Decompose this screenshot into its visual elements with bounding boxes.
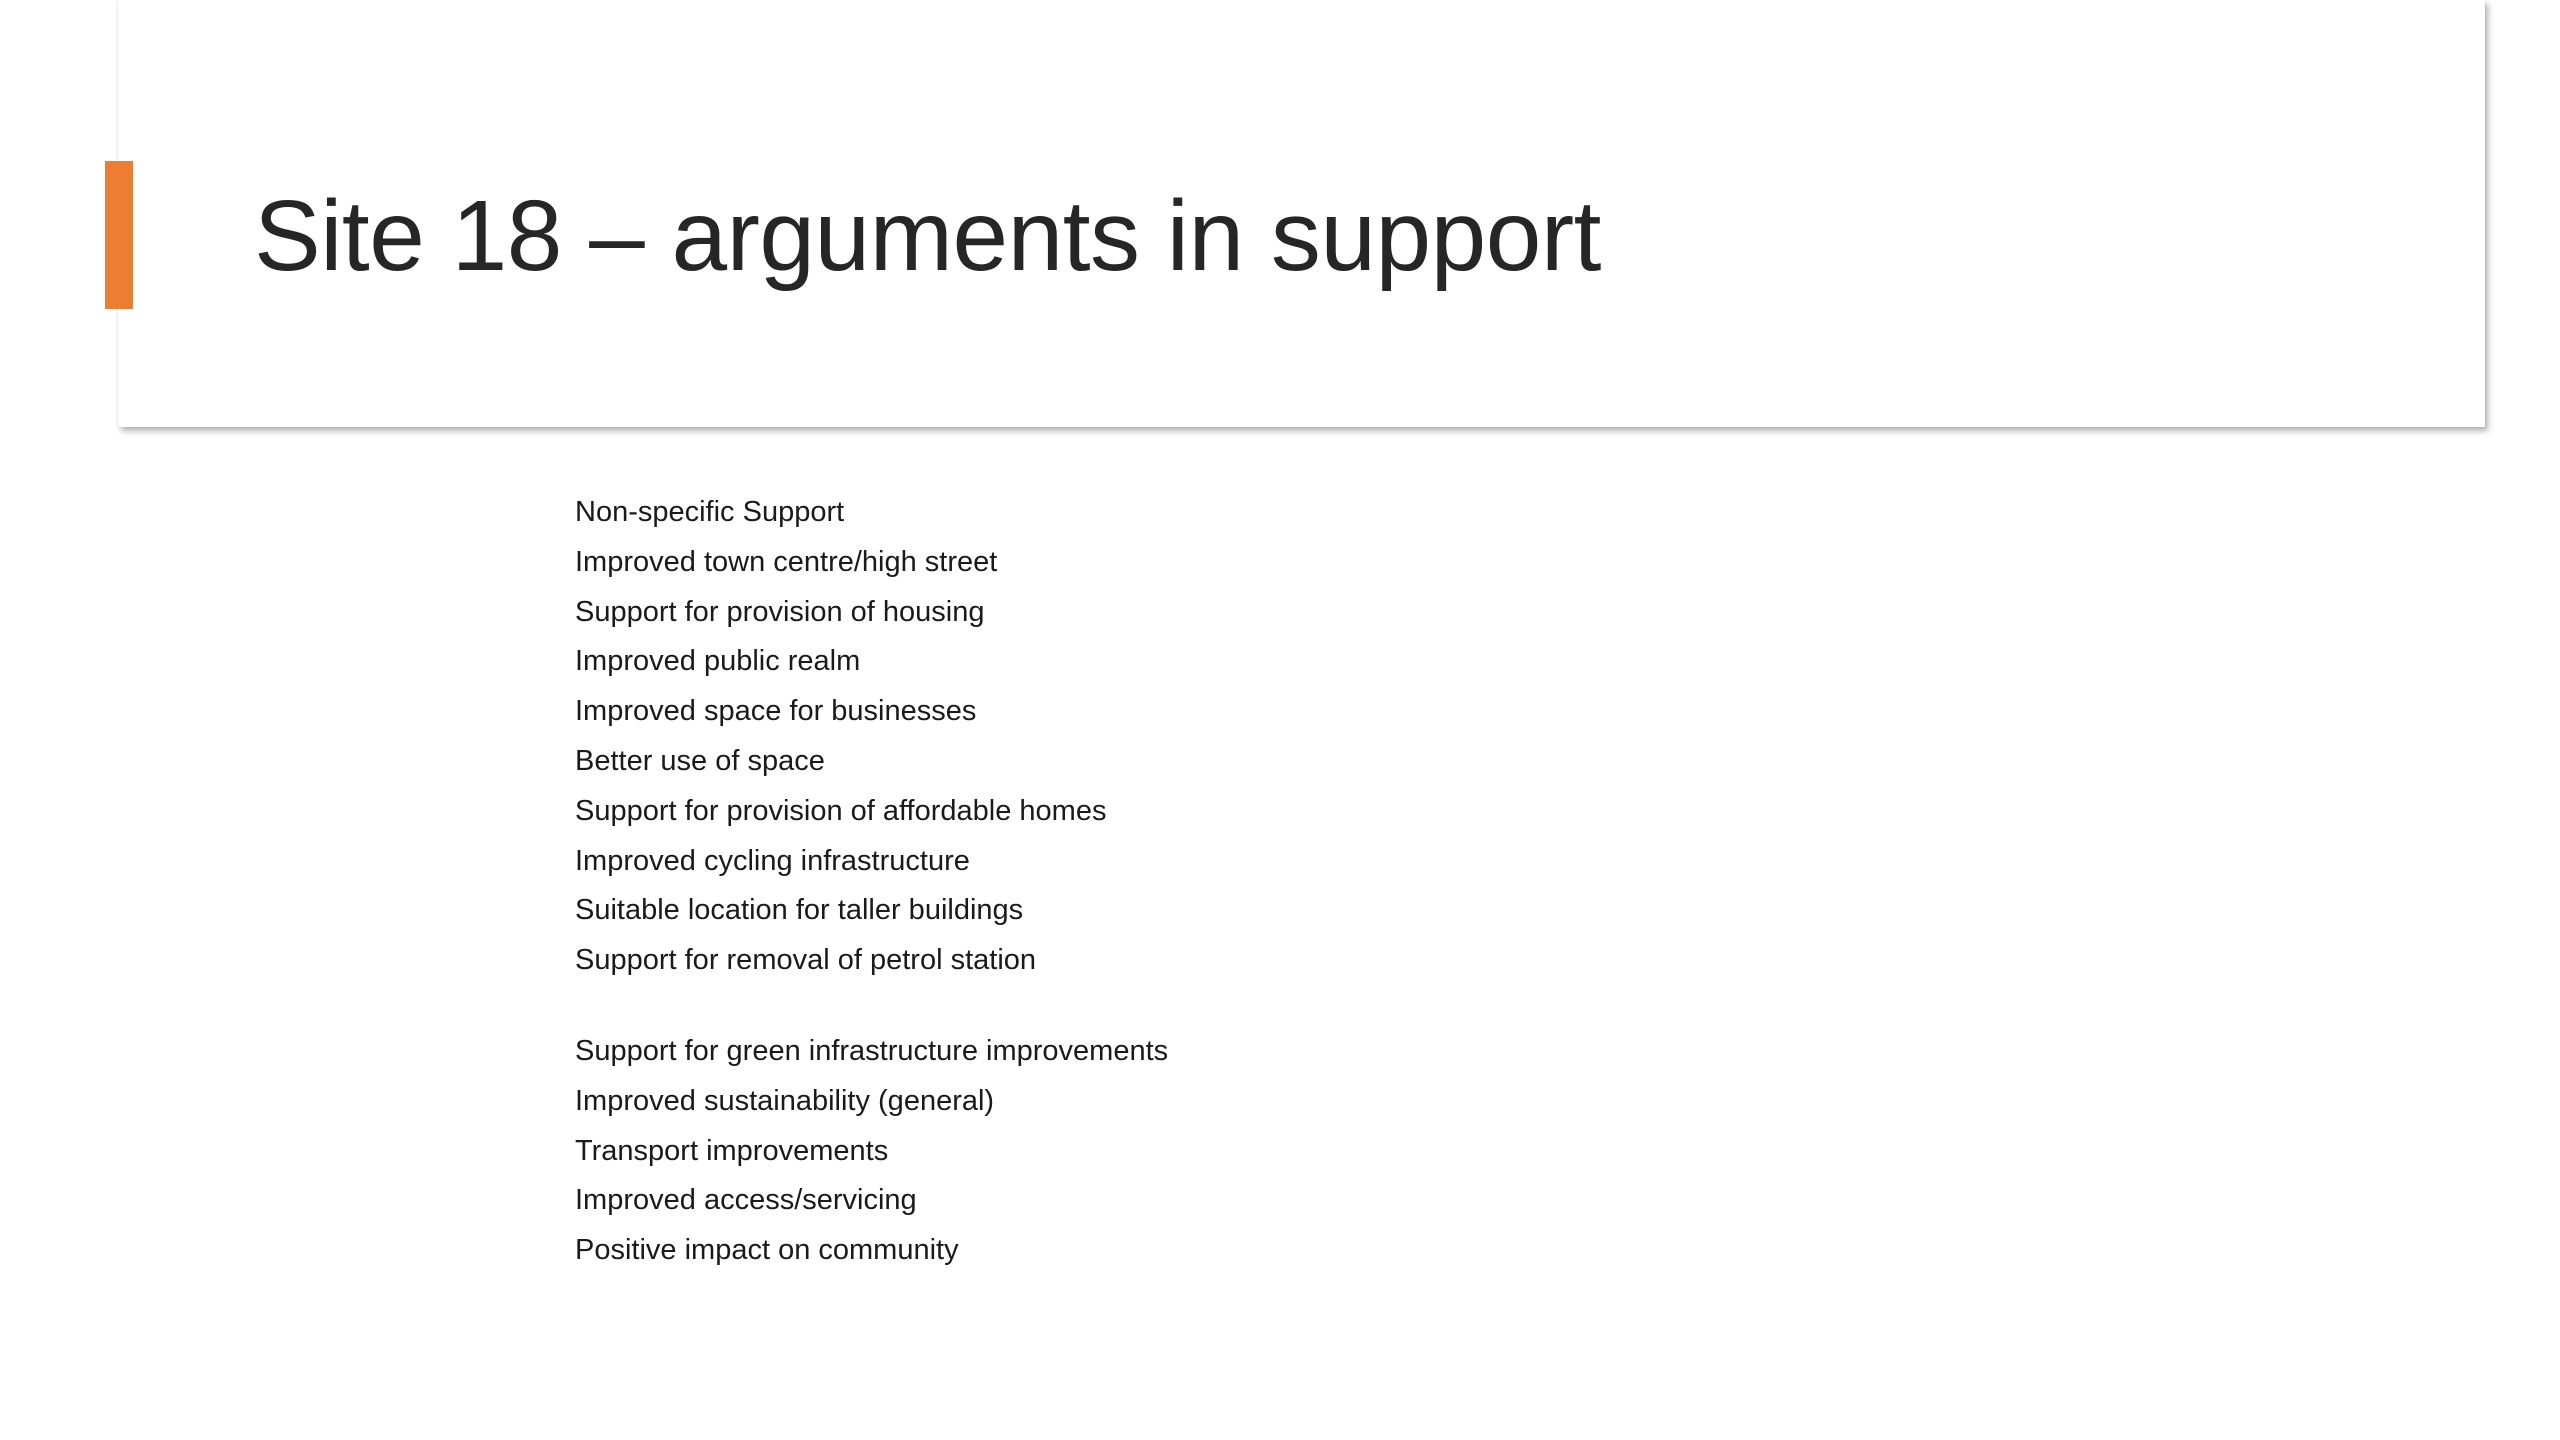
list-item: Improved space for businesses: [575, 695, 977, 728]
list-item: Transport improvements: [575, 1134, 889, 1167]
list-item: Improved access/servicing: [575, 1184, 917, 1217]
list-item: Improved cycling infrastructure: [575, 844, 970, 877]
list-item: Non-specific Support: [575, 496, 845, 528]
list-item: Positive impact on community: [575, 1234, 959, 1267]
list-item: Improved public realm: [575, 645, 861, 678]
list-item: Improved sustainability (general): [575, 1084, 995, 1117]
list-item: Better use of space: [575, 744, 825, 777]
slide-title: Site 18 – arguments in support: [254, 180, 1601, 292]
list-item: Support for removal of petrol station: [575, 944, 1037, 977]
list-item: Suitable location for taller buildings: [575, 894, 1024, 927]
list-item: Support for provision of housing: [575, 595, 985, 628]
list-item: Support for provision of affordable homes: [575, 794, 1107, 827]
title-accent-bar: [105, 161, 133, 309]
list-item: Improved town centre/high street: [575, 545, 998, 578]
list-item: Support for green infrastructure improvements: [575, 1034, 1169, 1067]
support-arguments-list: [575, 488, 1168, 1276]
